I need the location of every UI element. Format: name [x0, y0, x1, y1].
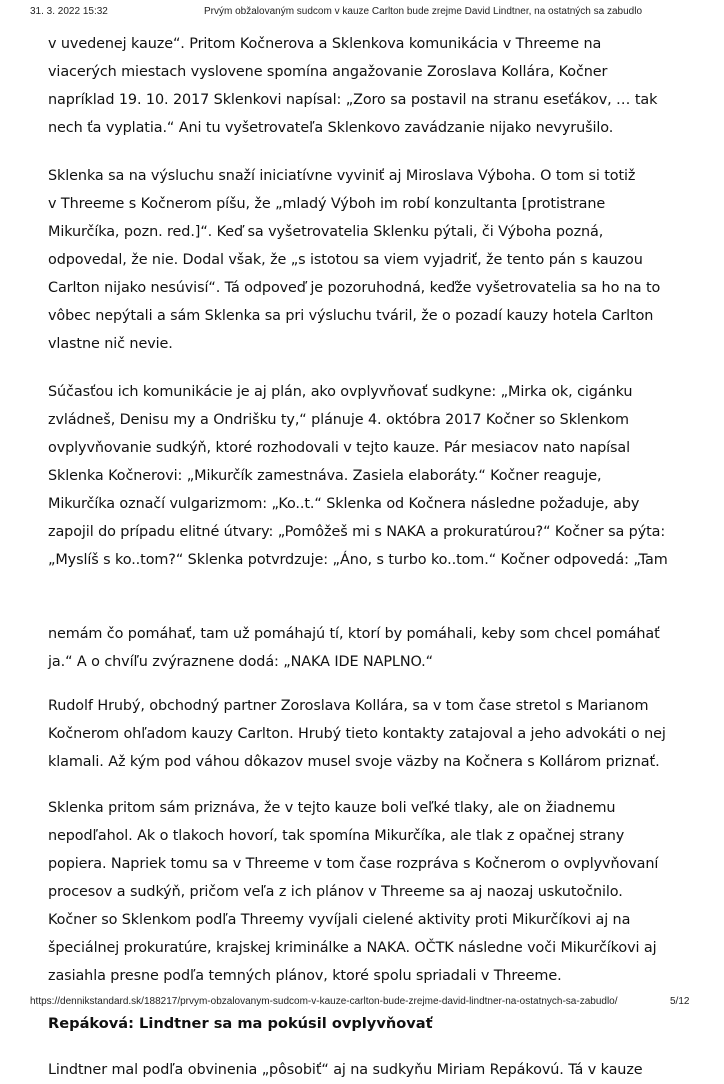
- article-paragraph: [48, 162, 688, 358]
- text-line: zvládneš, Denisu my a Ondrišku ty,“ plánuje 4. októbra 2017 Kočner so Sklenkom: [48, 412, 629, 428]
- text-line: napríklad 19. 10. 2017 Sklenkovi napísal: „Zoro sa postavil na stranu eseťákov, … tak: [48, 92, 658, 108]
- text-line: ovplyvňovanie sudkýň, ktoré rozhodovali v tejto kauze. Pár mesiacov nato napísal: [48, 440, 631, 456]
- text-line: zasiahla presne podľa temných plánov, ktoré spolu spriadali v Threeme.: [48, 968, 562, 984]
- text-line: Súčasťou ich komunikácie je aj plán, ako ovplyvňovať sudkyne: „Mirka ok, cigánku: [48, 384, 633, 400]
- text-line: viacerých miestach vyslovene spomína angažovanie Zoroslava Kollára, Kočner: [48, 64, 608, 80]
- text-line: „Myslíš s ko..tom?“ Sklenka potvrdzuje: „Áno, s turbo ko..tom.“ Kočner odpovedá: „Tam: [48, 552, 668, 568]
- article-paragraph: [48, 794, 688, 990]
- text-line: popiera. Napriek tomu sa v Threeme v tom čase rozpráva s Kočnerom o ovplyvňovaní: [48, 856, 659, 872]
- text-line: Sklenka sa na výsluchu snaží iniciatívne vyviniť aj Miroslava Výboha. O tom si totiž: [48, 168, 636, 184]
- text-line: Sklenka pritom sám priznáva, že v tejto kauze boli veľké tlaky, ale on žiadnemu: [48, 800, 616, 816]
- article-paragraph: [48, 378, 688, 574]
- print-header: [0, 6, 724, 20]
- article-paragraph: [48, 692, 688, 776]
- text-line: nemám čo pomáhať, tam už pomáhajú tí, ktorí by pomáhali, keby som chcel pomáhať: [48, 626, 660, 642]
- text-line: Carlton nijako nesúvisí“. Tá odpoveď je pozoruhodná, keďže vyšetrovatelia sa ho na to: [48, 280, 661, 296]
- page-url: https://dennikstandard.sk/188217/prvym-obzalovanym-sudcom-v-kauze-carlton-bude-zrejme-david-lindtner-na-ostatnych-sa-zabudlo/: [30, 996, 618, 1007]
- text-line: ja.“ A o chvíľu zvýraznene dodá: „NAKA IDE NAPLNO.“: [48, 654, 433, 670]
- text-line: nepodľahol. Ak o tlakoch hovorí, tak spomína Mikurčíka, ale tlak z opačnej strany: [48, 828, 625, 844]
- text-line: Rudolf Hrubý, obchodný partner Zoroslava Kollára, sa v tom čase stretol s Marianom: [48, 698, 649, 714]
- text-line: vôbec nepýtali a sám Sklenka sa pri výsluchu tváril, že o pozadí kauzy hotela Carlton: [48, 308, 654, 324]
- text-line: Sklenka Kočnerovi: „Mikurčík zamestnáva. Zasiela elaboráty.“ Kočner reaguje,: [48, 468, 602, 484]
- text-line: v uvedenej kauze“. Pritom Kočnerova a Sklenkova komunikácia v Threeme na: [48, 36, 602, 52]
- print-footer: [0, 996, 724, 1010]
- text-line: klamali. Až kým pod váhou dôkazov musel svoje väzby na Kočnera s Kollárom priznať.: [48, 754, 660, 770]
- section-heading: Repáková: Lindtner sa ma pokúsil ovplyvňovať: [48, 1015, 433, 1032]
- article-paragraph: [48, 1056, 688, 1084]
- text-line: Kočner so Sklenkom podľa Threemy vyvíjali cielené aktivity proti Mikurčíkovi aj na: [48, 912, 631, 928]
- text-line: nech ťa vyplatia.“ Ani tu vyšetrovateľa Sklenkovo zavádzanie nijako nevyrušilo.: [48, 120, 614, 136]
- text-line: v Threeme s Kočnerom píšu, že „mladý Výboh im robí konzultanta [protistrane: [48, 196, 606, 212]
- page-number: 5/12: [670, 996, 690, 1007]
- text-line: vlastne nič nevie.: [48, 336, 173, 352]
- text-line: Lindtner mal podľa obvinenia „pôsobiť“ aj na sudkyňu Miriam Repákovú. Tá v kauze: [48, 1062, 643, 1078]
- text-line: odpovedal, že nie. Dodal však, že „s istotou sa viem vyjadriť, že tento pán s kauzou: [48, 252, 643, 268]
- print-date: 31. 3. 2022 15:32: [30, 6, 108, 17]
- text-line: zapojil do prípadu elitné útvary: „Pomôžeš mi s NAKA a prokuratúrou?“ Kočner sa pýta:: [48, 524, 666, 540]
- article-paragraph: [48, 30, 688, 142]
- text-line: Mikurčíka, pozn. red.]“. Keď sa vyšetrovatelia Sklenku pýtali, či Výboha pozná,: [48, 224, 604, 240]
- text-line: Kočnerom ohľadom kauzy Carlton. Hrubý tieto kontakty zatajoval a jeho advokáti o nej: [48, 726, 666, 742]
- article-paragraph: [48, 620, 688, 676]
- print-page-title: Prvým obžalovaným sudcom v kauze Carlton bude zrejme David Lindtner, na ostatných sa zabudlo: [204, 6, 643, 17]
- text-line: Mikurčíka označí vulgarizmom: „Ko..t.“ Sklenka od Kočnera následne požaduje, aby: [48, 496, 640, 512]
- text-line: procesov a sudkýň, pričom veľa z ich plánov v Threeme sa aj naozaj uskutočnilo.: [48, 884, 623, 900]
- text-line: špeciálnej prokuratúre, krajskej kriminálke a NAKA. OČTK následne voči Mikurčíkovi aj: [48, 940, 657, 956]
